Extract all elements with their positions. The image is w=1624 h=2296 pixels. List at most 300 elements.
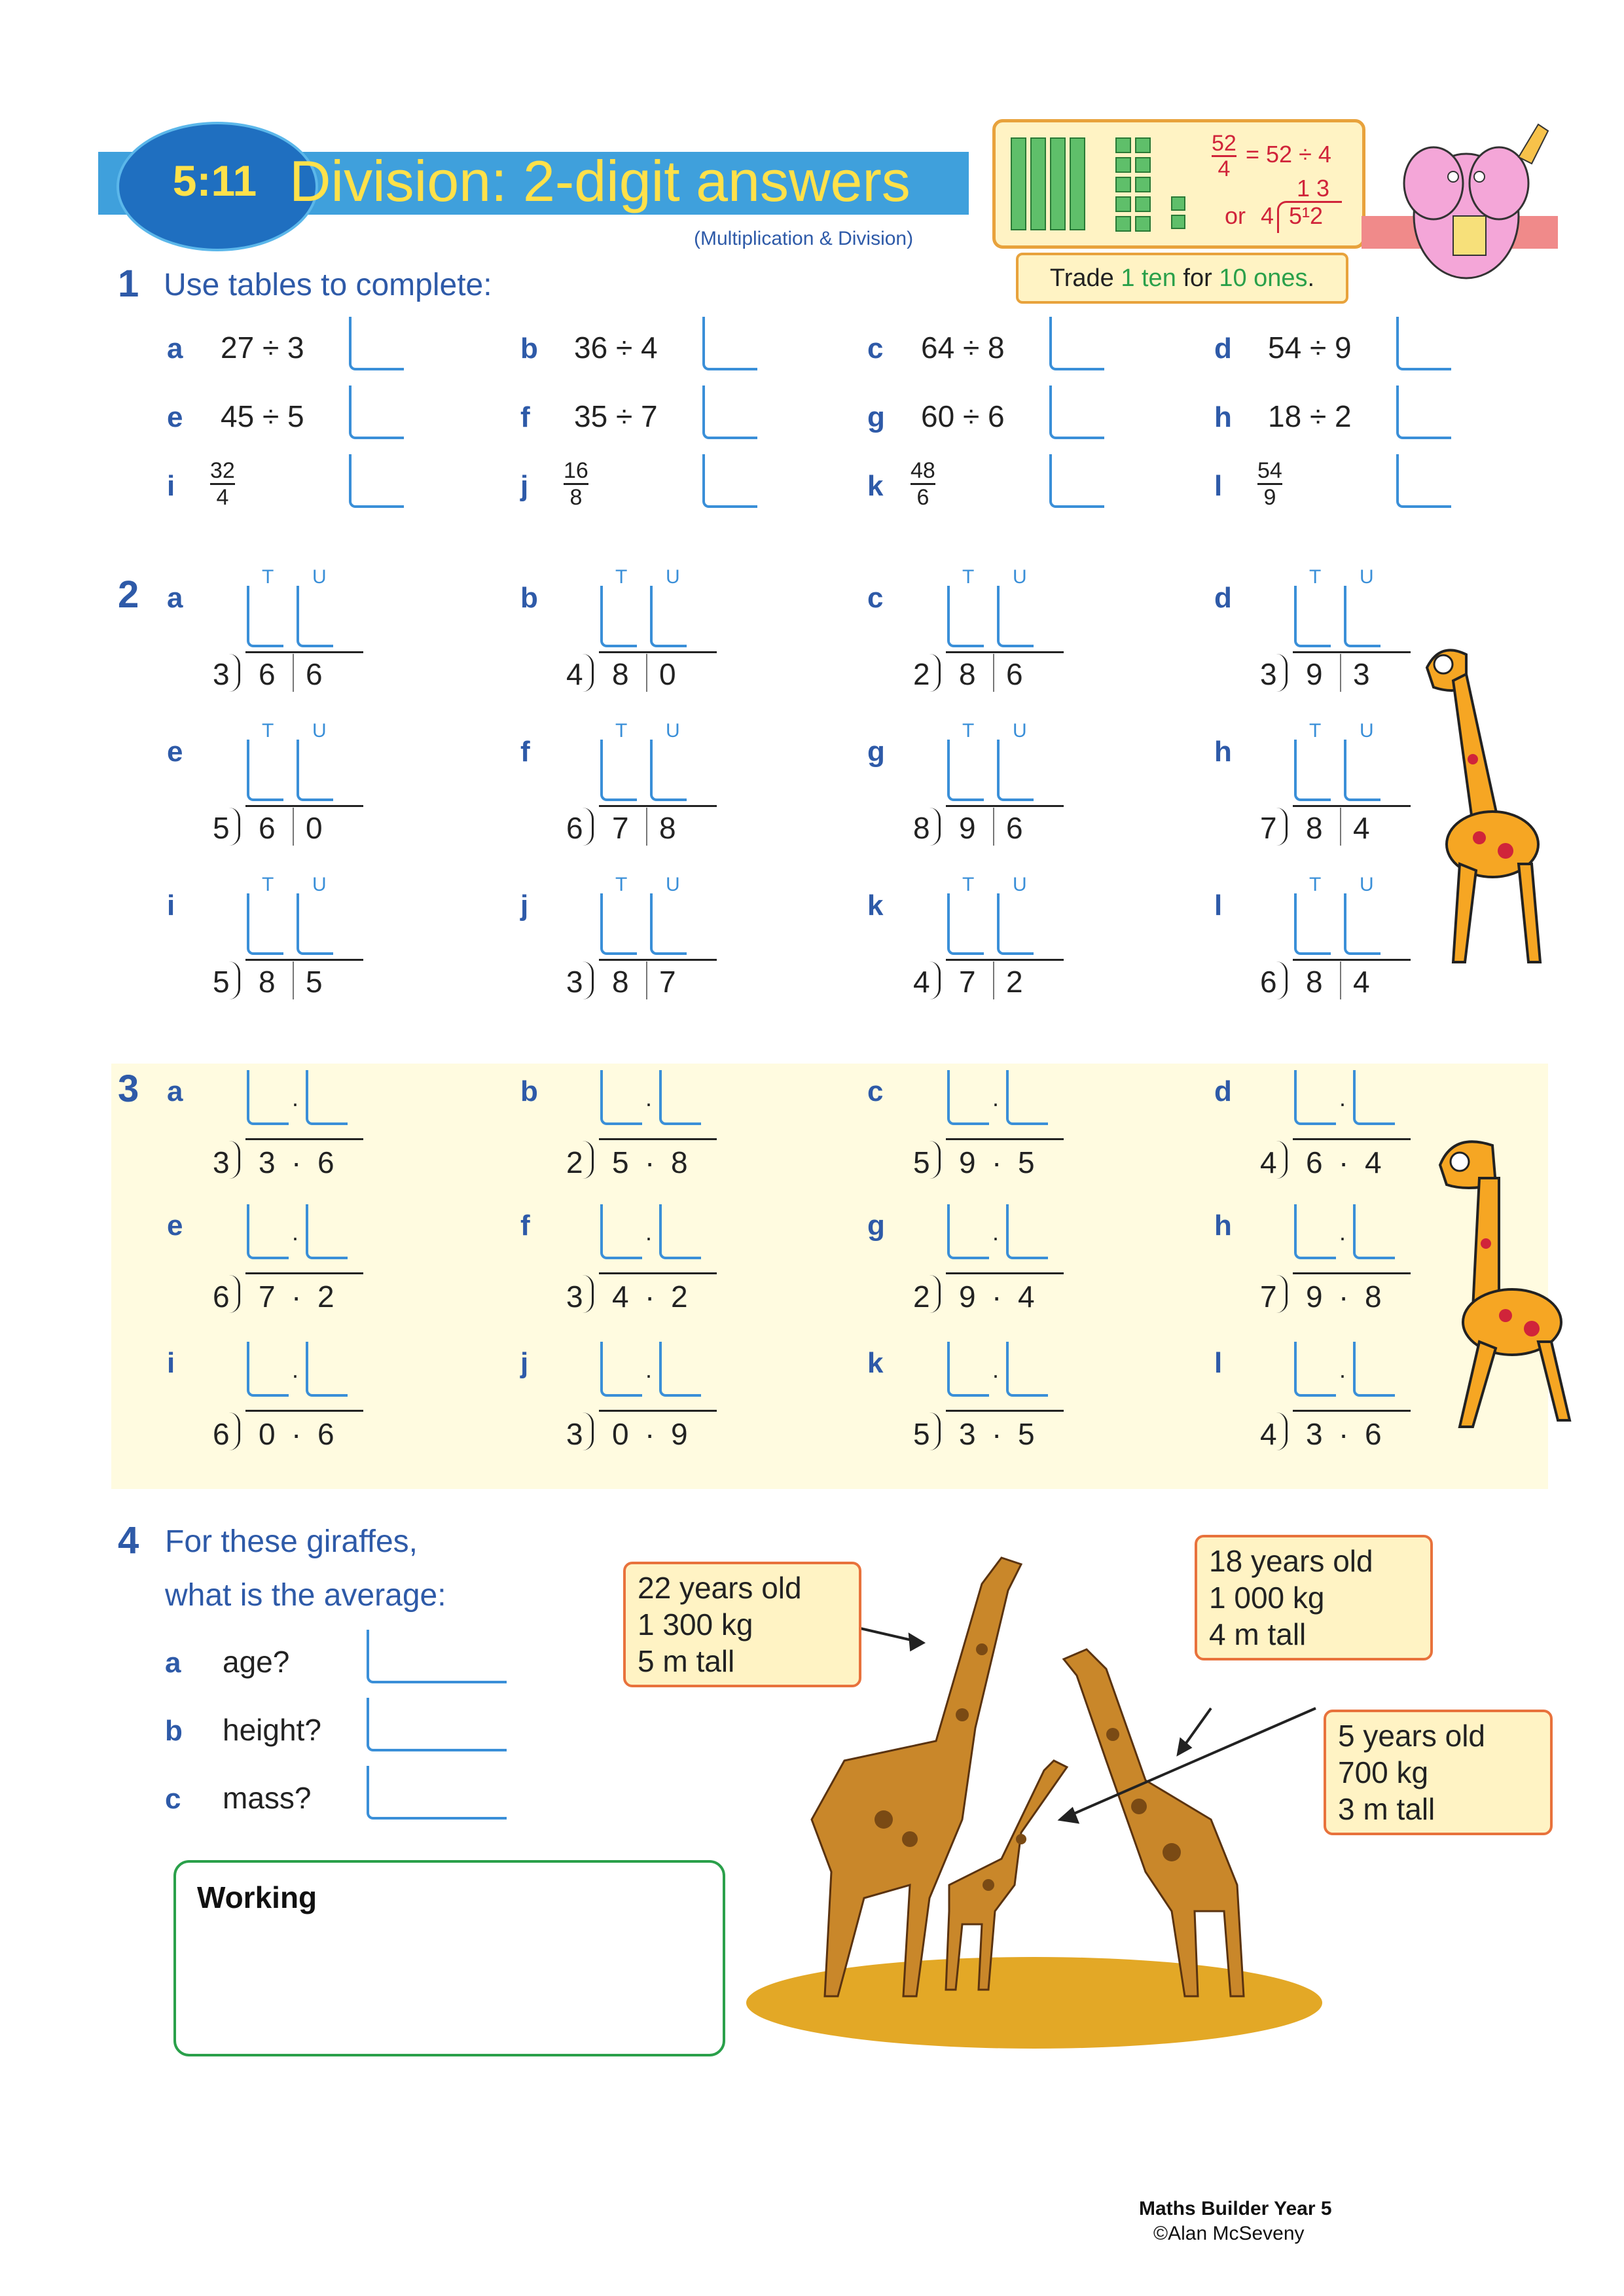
q1-item-label: g	[867, 401, 885, 433]
q3-dividend-whole: 3	[259, 1145, 276, 1179]
q1-answer-box[interactable]	[702, 317, 757, 370]
place-value-separator	[993, 808, 994, 846]
tens-label: T	[262, 566, 274, 588]
q2-dividend-tens: 8	[1306, 965, 1323, 999]
q4-prompt-height: height?	[223, 1713, 321, 1747]
q3-dividend-decimal: 5	[1018, 1145, 1035, 1179]
q2-divisor: 3	[213, 657, 230, 691]
q3-dividend-whole: 4	[612, 1280, 629, 1314]
division-line	[599, 805, 717, 807]
q2-divisor: 4	[913, 965, 930, 999]
division-line	[1293, 1410, 1411, 1412]
cartoon-giraffe-2-illustration	[1434, 1113, 1578, 1433]
q1-item-label: e	[167, 401, 183, 433]
units-label: U	[312, 566, 327, 588]
q2-tens-answer-box[interactable]	[947, 893, 984, 955]
division-line	[599, 959, 717, 961]
q3-item-label: l	[1214, 1347, 1223, 1379]
q2-dividend-units: 6	[306, 657, 323, 691]
q3-whole-answer-box[interactable]	[1294, 1342, 1336, 1397]
division-line	[946, 1410, 1064, 1412]
q2-divisor: 3	[566, 965, 583, 999]
q3-decimal-answer-box[interactable]	[306, 1070, 348, 1125]
q1-answer-box[interactable]	[702, 454, 757, 508]
example-panel	[992, 119, 1365, 249]
division-bracket	[1276, 654, 1288, 692]
q3-decimal-answer-box[interactable]	[1006, 1204, 1048, 1259]
question-4-line-2: what is the average:	[165, 1578, 446, 1613]
footer-book-title: Maths Builder Year 5	[1139, 2198, 1332, 2219]
q3-answer-decimal-point: ·	[992, 1090, 1000, 1117]
q2-dividend-units: 0	[659, 657, 676, 691]
q1-expression: 18 ÷ 2	[1268, 399, 1352, 433]
units-label: U	[1013, 720, 1027, 742]
division-bracket	[929, 1412, 941, 1450]
q2-dividend-units: 8	[659, 811, 676, 845]
question-1-instruction: Use tables to complete:	[164, 268, 492, 302]
division-line	[245, 1410, 363, 1412]
place-value-separator	[293, 808, 294, 846]
q2-tens-answer-box[interactable]	[1294, 893, 1331, 955]
division-bracket	[229, 1275, 240, 1313]
q3-item-label: d	[1214, 1075, 1232, 1107]
q3-divisor: 4	[1260, 1417, 1277, 1451]
q3-dividend-whole: 7	[259, 1280, 276, 1314]
division-line	[599, 651, 717, 653]
q1-answer-box[interactable]	[349, 386, 404, 439]
q2-dividend-units: 6	[1006, 811, 1023, 845]
q1-expression: 60 ÷ 6	[921, 399, 1005, 433]
q2-dividend-units: 2	[1006, 965, 1023, 999]
q3-dividend-whole: 0	[259, 1417, 276, 1451]
q3-divisor: 3	[213, 1145, 230, 1179]
q3-whole-answer-box[interactable]	[1294, 1070, 1336, 1125]
q2-dividend-units: 6	[1006, 657, 1023, 691]
division-bracket	[1276, 1412, 1288, 1450]
division-line	[245, 1272, 363, 1274]
q3-dividend-whole: 9	[959, 1145, 976, 1179]
units-label: U	[1360, 566, 1374, 588]
q3-answer-decimal-point: ·	[645, 1224, 653, 1251]
q3-item-label: f	[520, 1210, 530, 1242]
q1-numerator: 16	[564, 458, 588, 483]
q2-dividend-tens: 9	[1306, 657, 1323, 691]
q2-item-label: c	[867, 582, 884, 614]
q3-whole-answer-box[interactable]	[947, 1342, 989, 1397]
q3-answer-decimal-point: ·	[1339, 1224, 1346, 1251]
division-bracket	[229, 961, 240, 999]
division-bracket	[583, 961, 594, 999]
giraffe-1-info	[623, 1562, 861, 1687]
q3-answer-decimal-point: ·	[992, 1224, 1000, 1251]
q3-whole-answer-box[interactable]	[247, 1342, 289, 1397]
tens-label: T	[962, 720, 975, 742]
q3-dividend-decimal-point: ·	[992, 1417, 1002, 1451]
giraffe-2-mass: 1 000 kg	[1209, 1581, 1325, 1615]
q3-dividend-decimal: 6	[1365, 1417, 1382, 1451]
q3-dividend-whole: 3	[1306, 1417, 1323, 1451]
division-line	[946, 1138, 1064, 1140]
q3-item-label: b	[520, 1075, 538, 1107]
q3-divisor: 6	[213, 1417, 230, 1451]
q3-answer-decimal-point: ·	[1339, 1090, 1346, 1117]
q1-answer-box[interactable]	[1049, 386, 1104, 439]
q2-dividend-units: 4	[1353, 811, 1370, 845]
giraffe-1-height: 5 m tall	[638, 1644, 735, 1678]
q3-dividend-decimal-point: ·	[992, 1280, 1002, 1314]
division-bracket	[583, 1275, 594, 1313]
example-divisor: 4	[1261, 202, 1274, 229]
giraffe-3-height: 3 m tall	[1338, 1792, 1435, 1826]
units-label: U	[1360, 720, 1374, 742]
tens-label: T	[262, 874, 274, 895]
q3-decimal-answer-box[interactable]	[1006, 1342, 1048, 1397]
q2-units-answer-box[interactable]	[297, 893, 333, 955]
tens-label: T	[615, 874, 628, 895]
q3-divisor: 2	[913, 1280, 930, 1314]
q2-divisor: 5	[213, 965, 230, 999]
q2-dividend-tens: 6	[259, 811, 276, 845]
q2-tens-answer-box[interactable]	[600, 893, 637, 955]
q4-age-answer-box[interactable]	[367, 1630, 507, 1683]
q3-answer-decimal-point: ·	[291, 1361, 299, 1388]
giraffe-3-info	[1324, 1710, 1553, 1835]
q2-item-label: f	[520, 736, 530, 768]
q3-dividend-decimal: 2	[671, 1280, 688, 1314]
units-label: U	[666, 874, 680, 895]
tens-label: T	[1309, 874, 1322, 895]
trade-text-for: for	[1176, 264, 1219, 292]
units-label: U	[312, 720, 327, 742]
q4-height-answer-box[interactable]	[367, 1698, 507, 1751]
division-bracket	[229, 1412, 240, 1450]
q1-numerator: 32	[210, 458, 235, 483]
tens-label: T	[262, 720, 274, 742]
q1-answer-box[interactable]	[702, 386, 757, 439]
q3-dividend-decimal-point: ·	[645, 1417, 655, 1451]
division-bracket	[583, 808, 594, 846]
q4-label-a: a	[165, 1647, 181, 1679]
q2-dividend-units: 5	[306, 965, 323, 999]
q1-denominator: 6	[911, 483, 935, 510]
q3-item-label: i	[167, 1347, 175, 1379]
place-value-separator	[1340, 808, 1341, 846]
q1-item-label: l	[1214, 470, 1223, 502]
division-bracket	[1276, 1141, 1288, 1179]
q3-decimal-answer-box[interactable]	[306, 1342, 348, 1397]
division-line	[245, 651, 363, 653]
q2-units-answer-box[interactable]	[297, 740, 333, 801]
q3-decimal-answer-box[interactable]	[1006, 1070, 1048, 1125]
q3-dividend-whole: 5	[612, 1145, 629, 1179]
q4-mass-answer-box[interactable]	[367, 1766, 507, 1820]
q1-item-label: f	[520, 401, 530, 433]
q3-dividend-whole: 9	[1306, 1280, 1323, 1314]
q1-item-label: j	[520, 470, 529, 502]
q3-item-label: e	[167, 1210, 183, 1242]
q3-answer-decimal-point: ·	[645, 1361, 653, 1388]
q3-decimal-answer-box[interactable]	[1353, 1070, 1395, 1125]
q2-tens-answer-box[interactable]	[247, 740, 283, 801]
q3-dividend-decimal: 4	[1365, 1145, 1382, 1179]
q2-item-label: a	[167, 582, 183, 614]
q3-decimal-answer-box[interactable]	[659, 1204, 701, 1259]
q2-dividend-tens: 8	[612, 965, 629, 999]
q1-denominator: 4	[210, 483, 235, 510]
q3-divisor: 2	[566, 1145, 583, 1179]
q1-numerator: 48	[911, 458, 935, 483]
trade-text: Trade	[1049, 264, 1121, 292]
example-or: or	[1225, 202, 1246, 229]
q1-expression: 35 ÷ 7	[574, 399, 658, 433]
base-ten-blocks-icon	[1005, 132, 1188, 236]
q3-dividend-decimal-point: ·	[1339, 1145, 1349, 1179]
q3-decimal-answer-box[interactable]	[659, 1070, 701, 1125]
q1-answer-box[interactable]	[1049, 454, 1104, 508]
q1-answer-box[interactable]	[1396, 317, 1451, 370]
question-4-line-1: For these giraffes,	[165, 1524, 418, 1559]
q2-tens-answer-box[interactable]	[247, 893, 283, 955]
q3-dividend-decimal: 9	[671, 1417, 688, 1451]
q3-dividend-decimal: 6	[317, 1417, 334, 1451]
q2-units-answer-box[interactable]	[297, 586, 333, 647]
q2-tens-answer-box[interactable]	[247, 586, 283, 647]
q1-expression: 45 ÷ 5	[221, 399, 304, 433]
q1-answer-box[interactable]	[1396, 386, 1451, 439]
q1-answer-box[interactable]	[349, 317, 404, 370]
q2-divisor: 4	[566, 657, 583, 691]
q3-divisor: 5	[913, 1417, 930, 1451]
place-value-separator	[993, 961, 994, 999]
place-value-separator	[646, 808, 647, 846]
question-3-number: 3	[118, 1067, 139, 1110]
footer-copyright: ©Alan McSeveny	[1153, 2223, 1305, 2244]
q2-item-label: b	[520, 582, 538, 614]
q3-decimal-answer-box[interactable]	[306, 1204, 348, 1259]
page-subtitle: (Multiplication & Division)	[694, 228, 914, 249]
q3-dividend-whole: 3	[959, 1417, 976, 1451]
place-value-separator	[293, 961, 294, 999]
q3-whole-answer-box[interactable]	[1294, 1204, 1336, 1259]
division-line	[599, 1272, 717, 1274]
q3-whole-answer-box[interactable]	[600, 1342, 642, 1397]
giraffe-2-info	[1195, 1535, 1433, 1660]
q2-divisor: 7	[1260, 811, 1277, 845]
question-1-number: 1	[118, 262, 139, 305]
division-bracket	[929, 654, 941, 692]
q2-tens-answer-box[interactable]	[600, 586, 637, 647]
division-bracket	[583, 654, 594, 692]
giraffe-1-mass: 1 300 kg	[638, 1607, 753, 1641]
q3-dividend-decimal-point: ·	[291, 1280, 302, 1314]
q1-numerator: 54	[1257, 458, 1282, 483]
division-bracket	[229, 1141, 240, 1179]
q2-divisor: 2	[913, 657, 930, 691]
q4-label-b: b	[165, 1715, 183, 1747]
q1-answer-box[interactable]	[1396, 454, 1451, 508]
q2-units-answer-box[interactable]	[650, 586, 687, 647]
q3-dividend-decimal-point: ·	[291, 1145, 302, 1179]
q2-divisor: 3	[1260, 657, 1277, 691]
division-line	[245, 805, 363, 807]
division-bracket	[929, 1141, 941, 1179]
q3-dividend-decimal-point: ·	[992, 1145, 1002, 1179]
q2-dividend-tens: 8	[612, 657, 629, 691]
division-line	[599, 1410, 717, 1412]
q3-dividend-whole: 9	[959, 1280, 976, 1314]
q2-dividend-tens: 9	[959, 811, 976, 845]
q1-item-label: b	[520, 332, 538, 365]
q3-whole-answer-box[interactable]	[247, 1070, 289, 1125]
units-label: U	[1013, 874, 1027, 895]
q3-decimal-answer-box[interactable]	[1353, 1204, 1395, 1259]
division-bracket	[1276, 1275, 1288, 1313]
q3-dividend-decimal: 5	[1018, 1417, 1035, 1451]
q2-dividend-units: 4	[1353, 965, 1370, 999]
units-label: U	[1360, 874, 1374, 895]
division-line	[946, 959, 1064, 961]
q3-whole-answer-box[interactable]	[600, 1070, 642, 1125]
q3-whole-answer-box[interactable]	[247, 1204, 289, 1259]
q3-answer-decimal-point: ·	[1339, 1361, 1346, 1388]
division-line	[1293, 805, 1411, 807]
q3-item-label: j	[520, 1347, 529, 1379]
q2-divisor: 8	[913, 811, 930, 845]
q3-divisor: 4	[1260, 1145, 1277, 1179]
q3-item-label: g	[867, 1210, 885, 1242]
division-bracket	[929, 808, 941, 846]
q2-units-answer-box[interactable]	[997, 740, 1034, 801]
q3-whole-answer-box[interactable]	[947, 1070, 989, 1125]
division-bracket	[929, 1275, 941, 1313]
division-bracket	[1276, 808, 1288, 846]
q1-answer-box[interactable]	[349, 454, 404, 508]
q2-tens-answer-box[interactable]	[600, 740, 637, 801]
working-area[interactable]	[173, 1860, 725, 2056]
q1-item-label: a	[167, 332, 183, 365]
q2-item-label: h	[1214, 736, 1232, 768]
q3-answer-decimal-point: ·	[291, 1090, 299, 1117]
q1-answer-box[interactable]	[1049, 317, 1104, 370]
q2-dividend-tens: 8	[959, 657, 976, 691]
q2-item-label: e	[167, 736, 183, 768]
q1-item-label: c	[867, 332, 884, 365]
q3-answer-decimal-point: ·	[291, 1224, 299, 1251]
q1-fraction	[564, 458, 588, 510]
q1-expression: 36 ÷ 4	[574, 331, 658, 365]
division-line	[599, 1138, 717, 1140]
q1-item-label: h	[1214, 401, 1232, 433]
trade-ones: 10 ones	[1219, 264, 1308, 292]
q3-dividend-decimal-point: ·	[291, 1417, 302, 1451]
q1-fraction	[911, 458, 935, 510]
q2-dividend-tens: 7	[612, 811, 629, 845]
trade-period: .	[1307, 264, 1315, 292]
q2-item-label: d	[1214, 582, 1232, 614]
division-line	[1293, 1138, 1411, 1140]
q3-whole-answer-box[interactable]	[947, 1204, 989, 1259]
q3-dividend-decimal-point: ·	[1339, 1417, 1349, 1451]
question-4-number: 4	[118, 1519, 139, 1562]
q3-dividend-decimal-point: ·	[645, 1280, 655, 1314]
q2-units-answer-box[interactable]	[1344, 586, 1380, 647]
q4-prompt-mass: mass?	[223, 1781, 312, 1815]
division-line	[1293, 1272, 1411, 1274]
tens-label: T	[1309, 566, 1322, 588]
tens-label: T	[615, 720, 628, 742]
q3-dividend-decimal: 6	[317, 1145, 334, 1179]
q1-denominator: 8	[564, 483, 588, 510]
q2-units-answer-box[interactable]	[997, 586, 1034, 647]
q2-units-answer-box[interactable]	[650, 893, 687, 955]
giraffe-2-height: 4 m tall	[1209, 1617, 1307, 1651]
q3-whole-answer-box[interactable]	[600, 1204, 642, 1259]
place-value-separator	[646, 654, 647, 692]
q2-units-answer-box[interactable]	[997, 893, 1034, 955]
q3-answer-decimal-point: ·	[645, 1090, 653, 1117]
division-line	[946, 805, 1064, 807]
q2-units-answer-box[interactable]	[1344, 893, 1380, 955]
q2-tens-answer-box[interactable]	[947, 586, 984, 647]
q1-expression: 64 ÷ 8	[921, 331, 1005, 365]
division-bracket	[229, 654, 240, 692]
example-denominator: 4	[1212, 155, 1236, 181]
q3-decimal-answer-box[interactable]	[1353, 1342, 1395, 1397]
tens-label: T	[1309, 720, 1322, 742]
q2-dividend-tens: 7	[959, 965, 976, 999]
q2-divisor: 5	[213, 811, 230, 845]
division-bracket	[229, 808, 240, 846]
division-line	[946, 1272, 1064, 1274]
elephant-illustration	[1362, 118, 1558, 288]
place-value-separator	[1340, 654, 1341, 692]
tens-label: T	[962, 874, 975, 895]
question-2-number: 2	[118, 573, 139, 616]
q1-item-label: i	[167, 470, 175, 502]
q3-item-label: c	[867, 1075, 884, 1107]
q2-item-label: j	[520, 889, 529, 922]
example-equation: = 52 ÷ 4	[1246, 141, 1331, 168]
q2-tens-answer-box[interactable]	[947, 740, 984, 801]
example-dividend: 5¹2	[1289, 202, 1324, 229]
q3-dividend-decimal-point: ·	[645, 1145, 655, 1179]
example-quotient: 1 3	[1297, 175, 1330, 202]
q2-tens-answer-box[interactable]	[1294, 586, 1331, 647]
giraffe-3-age: 5 years old	[1338, 1719, 1486, 1753]
q2-units-answer-box[interactable]	[1344, 740, 1380, 801]
q3-decimal-answer-box[interactable]	[659, 1342, 701, 1397]
q2-units-answer-box[interactable]	[650, 740, 687, 801]
division-line	[245, 1138, 363, 1140]
place-value-separator	[1340, 961, 1341, 999]
q2-tens-answer-box[interactable]	[1294, 740, 1331, 801]
q1-item-label: k	[867, 470, 884, 502]
q4-label-c: c	[165, 1783, 181, 1815]
q2-item-label: i	[167, 889, 175, 922]
q1-item-label: d	[1214, 332, 1232, 365]
giraffe-2-age: 18 years old	[1209, 1544, 1373, 1578]
place-value-separator	[293, 654, 294, 692]
q3-divisor: 6	[213, 1280, 230, 1314]
division-bracket	[929, 961, 941, 999]
division-line	[1293, 651, 1411, 653]
tens-label: T	[962, 566, 975, 588]
division-bracket	[583, 1141, 594, 1179]
q2-divisor: 6	[1260, 965, 1277, 999]
q3-divisor: 3	[566, 1280, 583, 1314]
q1-fraction	[210, 458, 235, 510]
q3-dividend-decimal: 2	[317, 1280, 334, 1314]
